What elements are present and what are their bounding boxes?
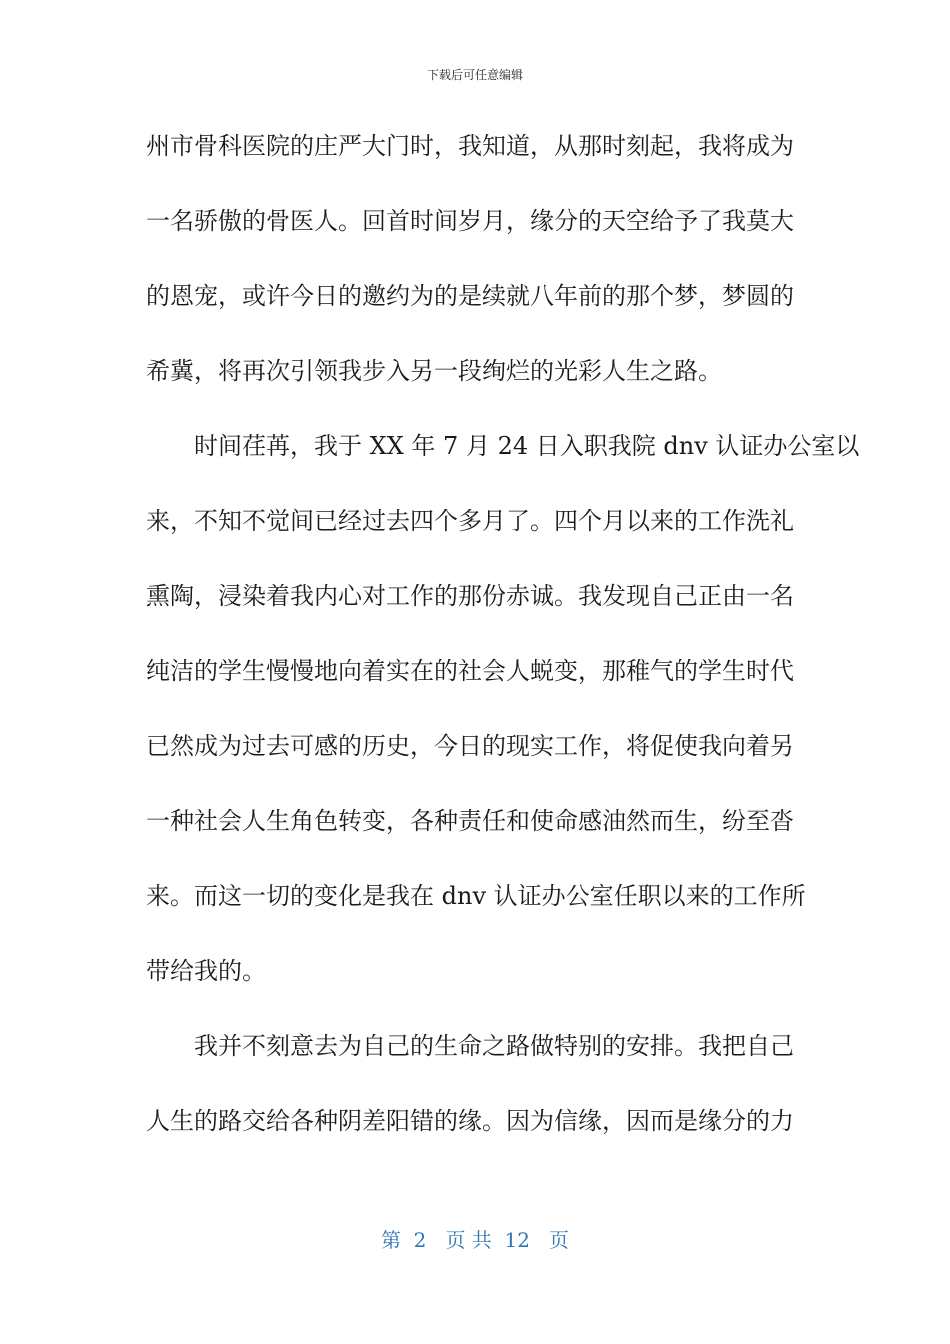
text-line: 纯洁的学生慢慢地向着实在的社会人蜕变，那稚气的学生时代 (146, 657, 794, 685)
text-line: 人生的路交给各种阴差阳错的缘。因为信缘，因而是缘分的力 (146, 1107, 794, 1135)
text-line: 希冀，将再次引领我步入另一段绚烂的光彩人生之路。 (146, 357, 722, 385)
text-line: 一种社会人生角色转变，各种责任和使命感油然而生，纷至沓 (146, 807, 794, 835)
text-line: 已然成为过去可感的历史，今日的现实工作，将促使我向着另 (146, 732, 794, 760)
text-line: 熏陶，浸染着我内心对工作的那份赤诚。我发现自己正由一名 (146, 582, 794, 610)
text-line: 州市骨科医院的庄严大门时，我知道，从那时刻起，我将成为 (146, 132, 794, 160)
text-line: 带给我的。 (146, 957, 266, 985)
text-line: 时间荏苒，我于 XX 年 7 月 24 日入职我院 dnv 认证办公室以 (194, 432, 860, 460)
text-line: 一名骄傲的骨医人。回首时间岁月，缘分的天空给予了我莫大 (146, 207, 794, 235)
text-line: 我并不刻意去为自己的生命之路做特别的安排。我把自己 (194, 1032, 794, 1060)
text-line: 的恩宠，或许今日的邀约为的是续就八年前的那个梦，梦圆的 (146, 282, 794, 310)
text-line: 来，不知不觉间已经过去四个多月了。四个月以来的工作洗礼 (146, 507, 794, 535)
page-header-note: 下载后可任意编辑 (426, 68, 523, 82)
text-line: 来。而这一切的变化是我在 dnv 认证办公室任职以来的工作所 (146, 882, 806, 910)
page-number-footer: 第 2 页 共 12 页 (380, 1228, 570, 1252)
document-body (146, 126, 860, 1176)
